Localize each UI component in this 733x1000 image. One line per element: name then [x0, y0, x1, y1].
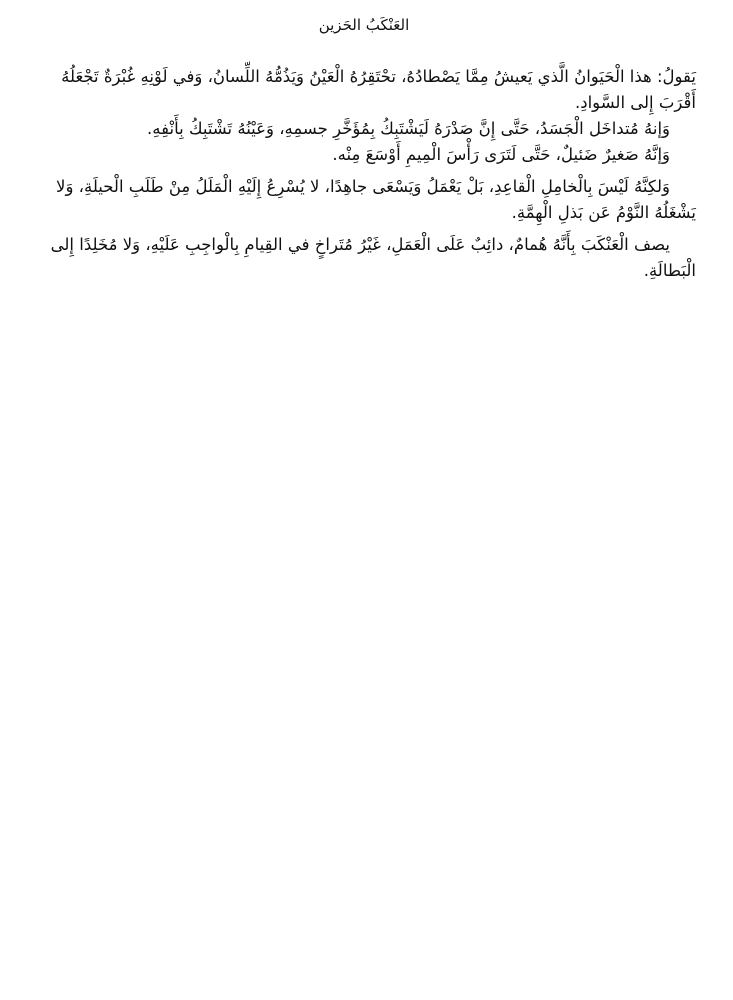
paragraph-1: يَقولُ: هذا الْحَيَوانُ الَّذي يَعيشُ مِمَّا يَصْطادُهُ، تحْتَقِرُهُ الْعَيْنُ وَيَذُمُّهُ اللِّسانُ، وَفي لَوْنِهِ غُبْرَةٌ تَجْعَلُهُ أَقْرَبَ إِلى السَّوادِ.	[61, 67, 696, 112]
paragraph-2: وَإنهُ مُتداخَل الْجَسَدُ، حَتَّى إِنَّ صَدْرَهُ لَيَشْتَبِكُ بِمُؤَخَّرِ جسمِهِ، وَعَيْنُهُ تَشْتَبِكُ بِأَنْفِهِ.	[147, 119, 670, 138]
paragraph-5: يصف الْعَنْكَبَ بِأَنَّهُ هُمامٌ، دائِبٌ عَلَى الْعَمَلِ، غَيْرُ مُتَراخٍ في القِيامِ بِالْواجِبِ عَلَيْهِ، وَلا مُخَلِدًا إِلى الْبَطالَةِ.	[50, 235, 696, 280]
paragraph-4: وَلكِنَّهُ لَيْسَ بِالْخامِلِ الْقاعِدِ، بَلْ يَعْمَلُ وَيَسْعَى جاهِدًا، لا يُسْرِعُ إِلَيْهِ الْمَلَلُ مِنْ طَلَبِ الْحيلَةِ، وَلا يَشْغَلُهُ النَّوْمُ عَن بَذلِ الْهِمَّةِ.	[56, 177, 696, 222]
document-title: العَنْكَبُ الحَزين	[318, 16, 410, 34]
paragraph-3: وَإنَّهُ صَغيرٌ ضَئيلٌ، حَتَّى لَتَرَى رَأْسَ الْمِيمِ أَوْسَعَ مِنْه.	[332, 145, 670, 164]
document-body	[32, 64, 696, 284]
